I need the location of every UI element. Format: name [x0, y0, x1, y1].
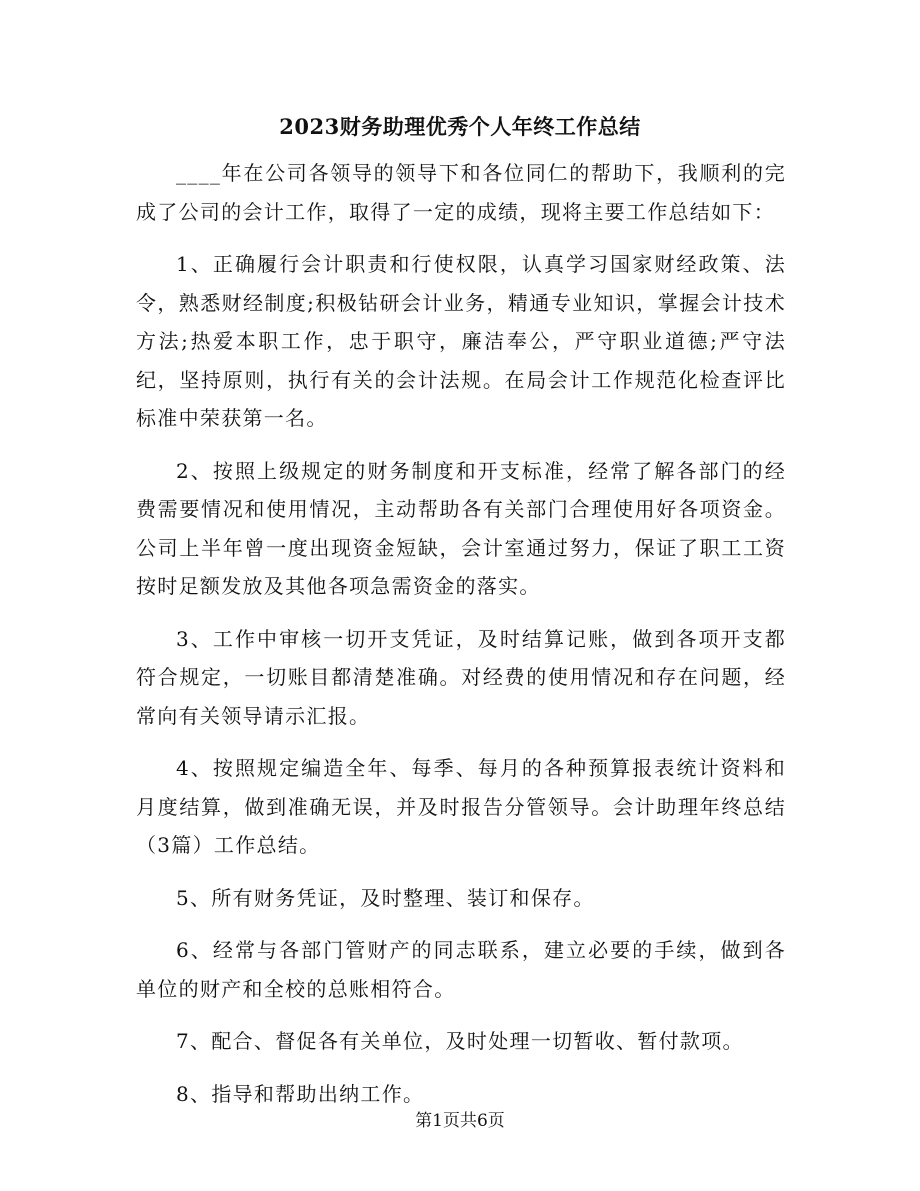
paragraph-item-8: 8、指导和帮助出纳工作。 [176, 1081, 425, 1106]
paragraph-item-6: 6、经常与各部门管财产的同志联系，建立必要的手续，做到各单位的财产和全校的总账相符合。 [136, 938, 786, 1001]
paragraph-item-5: 5、所有财务凭证，及时整理、装订和保存。 [176, 885, 595, 910]
paragraph-item-4: 4、按照规定编造全年、每季、每月的各种预算报表统计资料和月度结算，做到准确无误，并及时报告分管领导。会计助理年终总结（3篇）工作总结。 [136, 756, 786, 857]
paragraph-item-7: 7、配合、督促各有关单位，及时处理一切暂收、暂付款项。 [176, 1029, 744, 1053]
document-body [136, 154, 786, 1127]
document-title: 2023财务助理优秀个人年终工作总结 [279, 114, 641, 139]
paragraph-item-1: 1、正确履行会计职责和行使权限，认真学习国家财经政策、法令，熟悉财经制度;积极钻研会计业务，精通专业知识，掌握会计技术方法;热爱本职工作，忠于职守，廉洁奉公，严守职业道德;严守法纪，坚持原则，执行有关的会计法规。在局会计工作规范化检查评比标准中荣获第一名。 [136, 252, 786, 430]
paragraph-item-2: 2、按照上级规定的财务制度和开支标准，经常了解各部门的经费需要情况和使用情况，主动帮助各有关部门合理使用好各项资金。公司上半年曾一度出现资金短缺，会计室通过努力，保证了职工工资按时足额发放及其他各项急需资金的落实。 [136, 458, 786, 598]
page-number-footer: 第1页共6页 [415, 1111, 505, 1131]
paragraph-intro: ____年在公司各领导的领导下和各位同仁的帮助下，我顺利的完成了公司的会计工作，取得了一定的成绩，现将主要工作总结如下： [136, 161, 786, 224]
paragraph-item-3: 3、工作中审核一切开支凭证，及时结算记账，做到各项开支都符合规定，一切账目都清楚准确。对经费的使用情况和存在问题，经常向有关领导请示汇报。 [136, 626, 786, 728]
